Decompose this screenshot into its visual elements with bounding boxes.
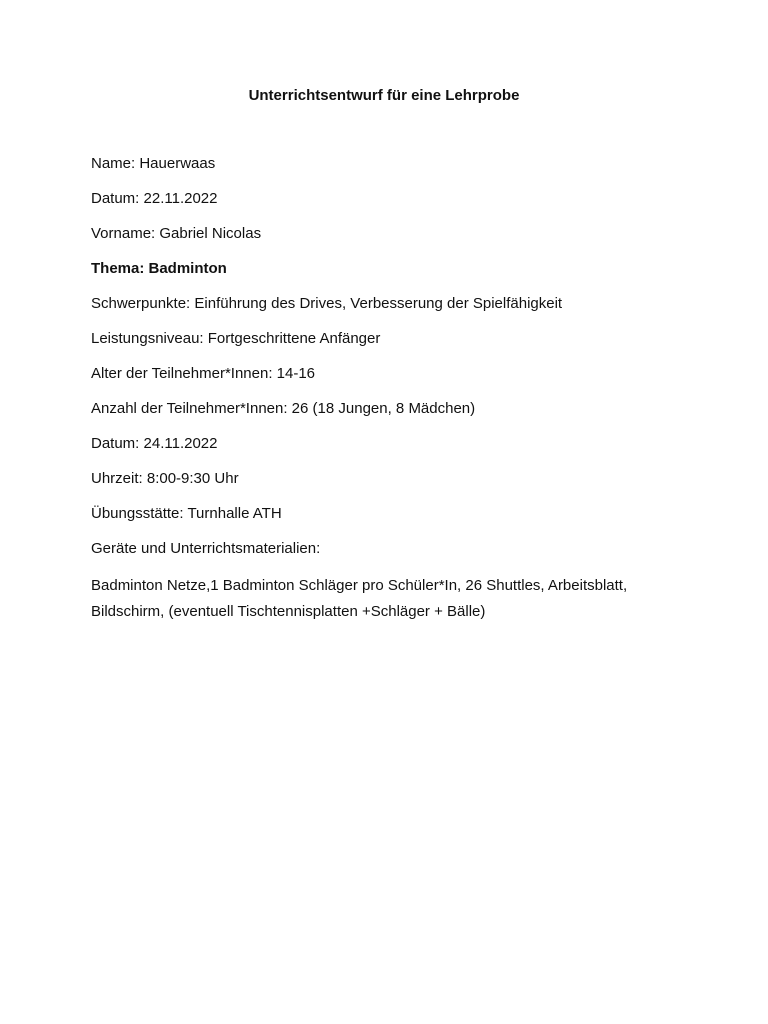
field-time: Uhrzeit: 8:00-9:30 Uhr xyxy=(91,470,239,487)
field-topic: Thema: Badminton xyxy=(91,260,227,277)
field-level: Leistungsniveau: Fortgeschrittene Anfänger xyxy=(91,330,381,347)
field-age: Alter der Teilnehmer*Innen: 14-16 xyxy=(91,365,316,382)
field-equipment-heading: Geräte und Unterrichtsmaterialien: xyxy=(91,540,321,557)
field-name: Name: Hauerwaas xyxy=(91,155,216,172)
field-venue: Übungsstätte: Turnhalle ATH xyxy=(91,505,282,522)
field-date-1: Datum: 22.11.2022 xyxy=(91,190,218,207)
equipment-list: Badminton Netze,1 Badminton Schläger pro Schüler*In, 26 Shuttles, Arbeitsblatt, Bildschirm, (eventuell Tischtennisplatten +Schläger + Bälle) xyxy=(91,577,628,620)
field-date-2: Datum: 24.11.2022 xyxy=(91,435,218,452)
field-participants: Anzahl der Teilnehmer*Innen: 26 (18 Jungen, 8 Mädchen) xyxy=(91,400,476,417)
field-first-name: Vorname: Gabriel Nicolas xyxy=(91,225,262,242)
field-focus: Schwerpunkte: Einführung des Drives, Verbesserung der Spielfähigkeit xyxy=(91,295,563,312)
document-title: Unterrichtsentwurf für eine Lehrprobe xyxy=(248,87,520,104)
